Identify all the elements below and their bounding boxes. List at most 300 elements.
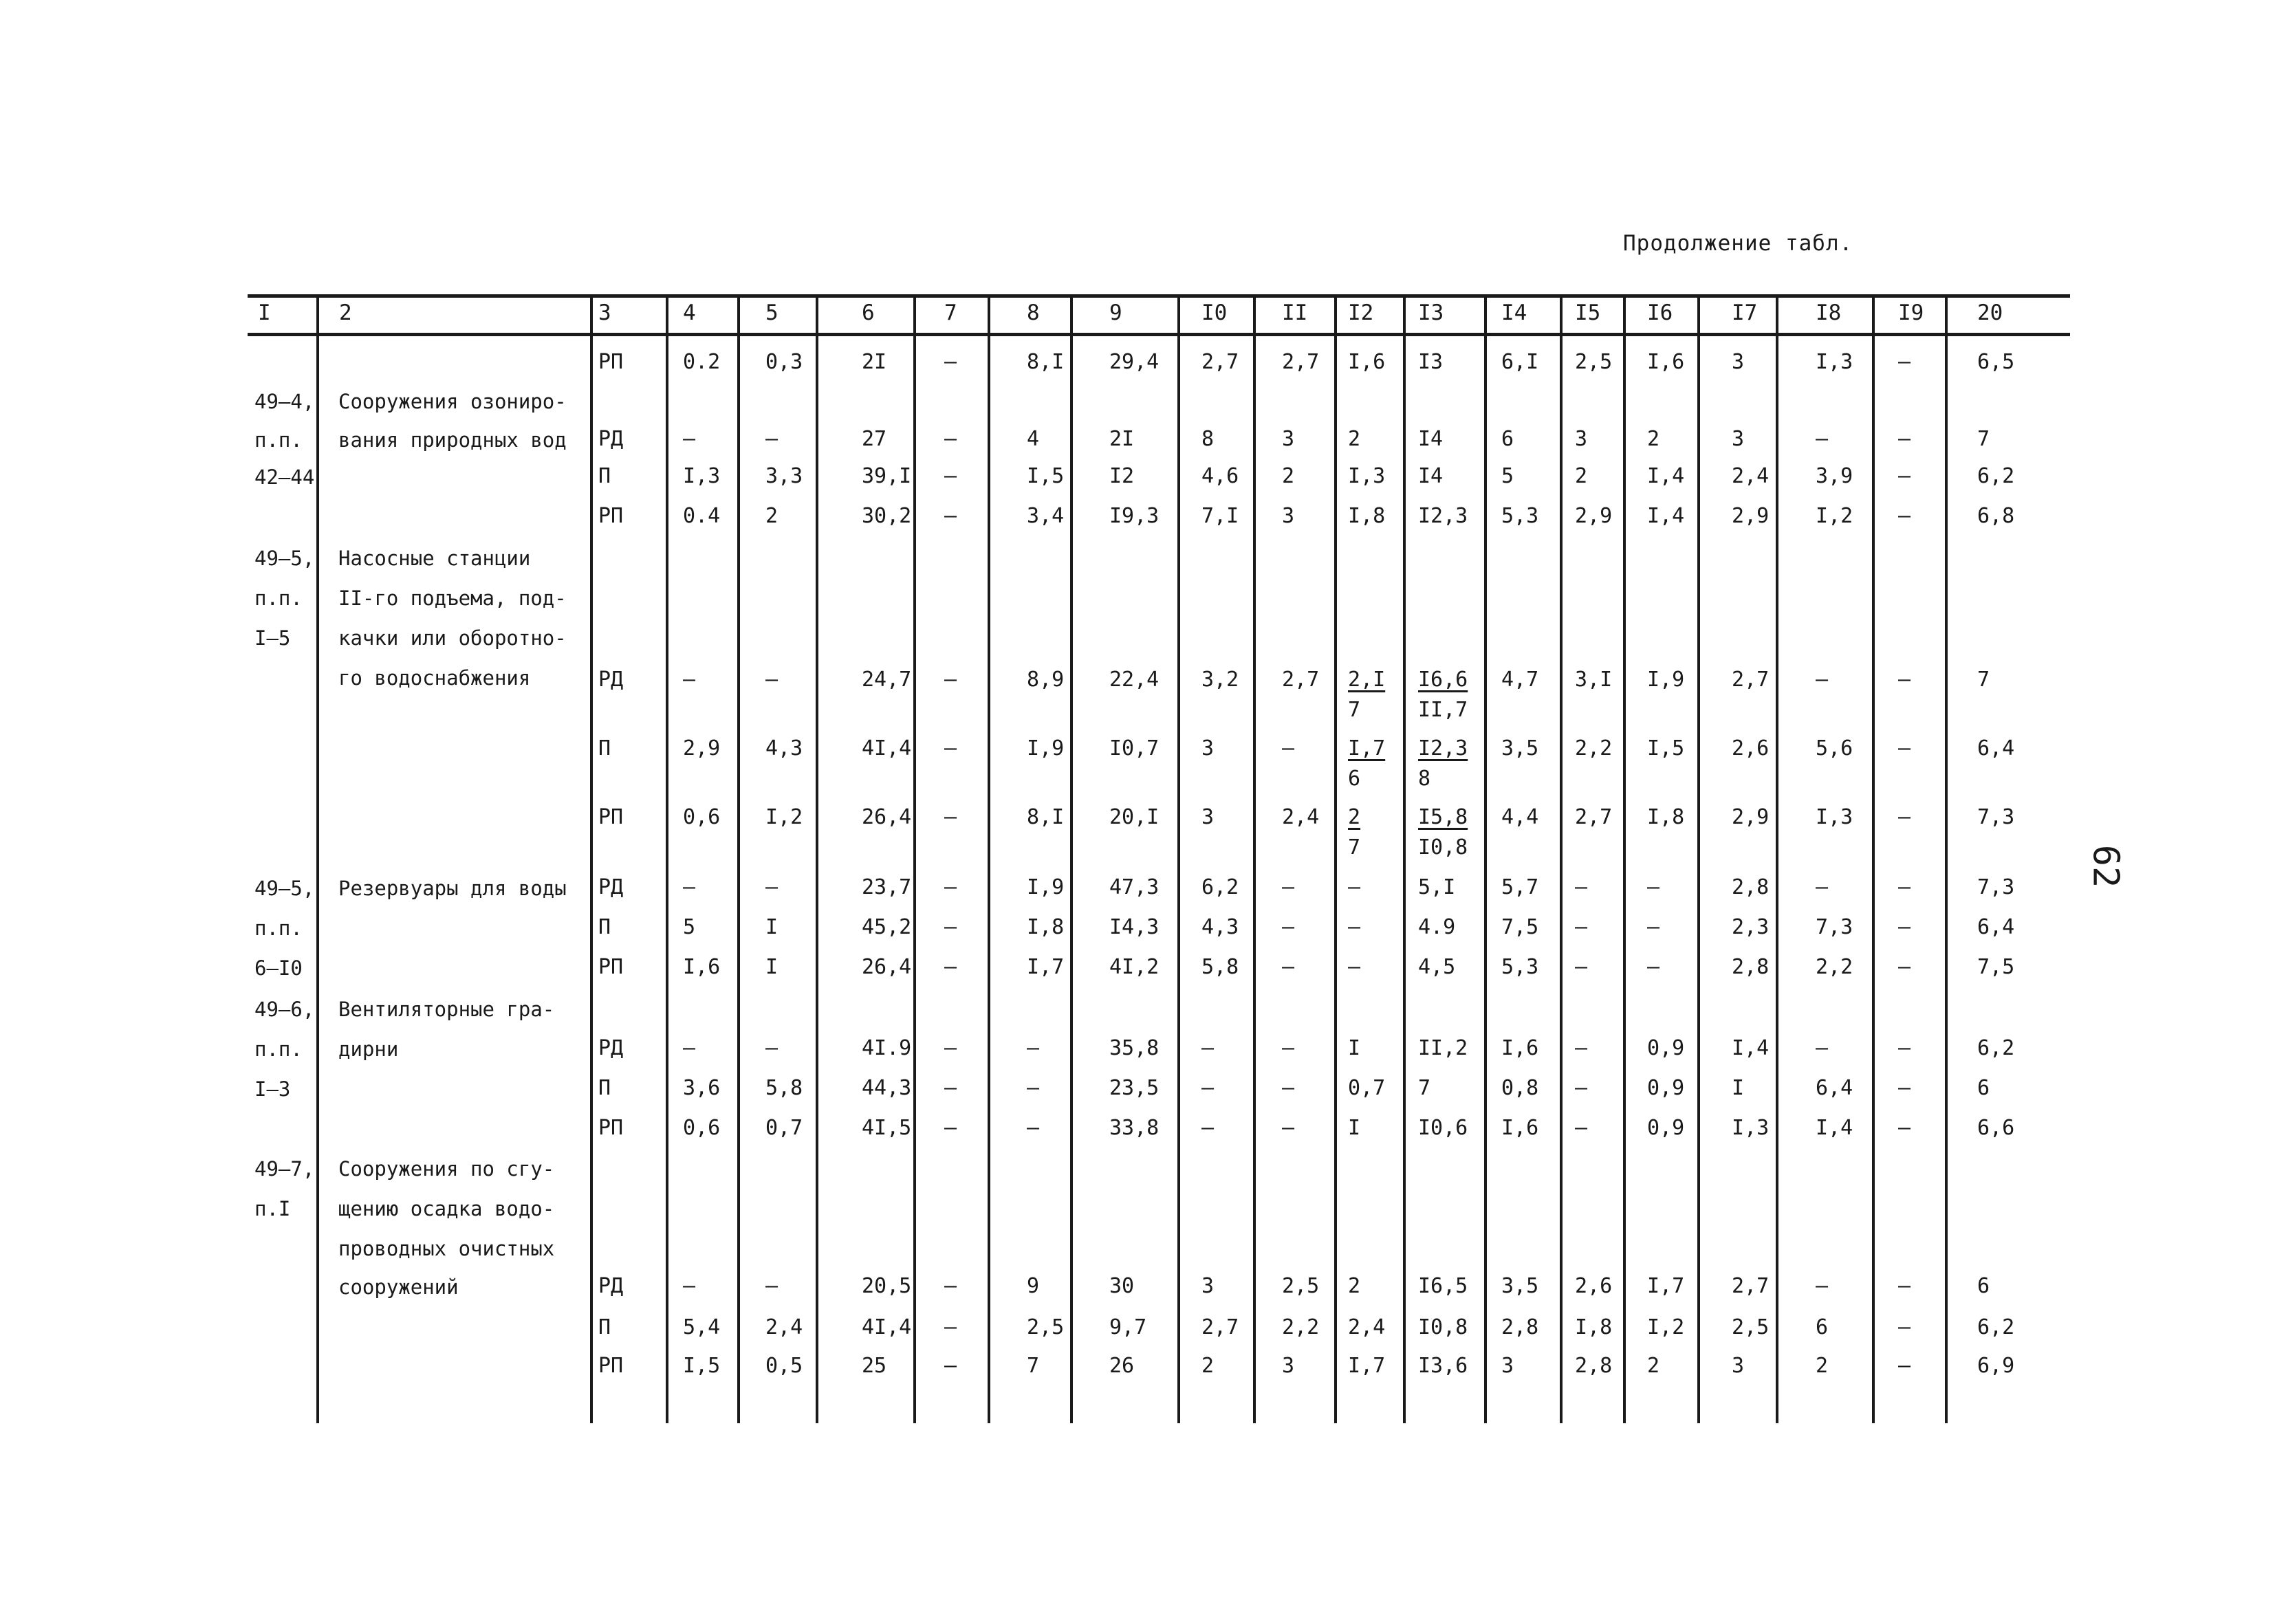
table-cell: – xyxy=(1282,955,1295,979)
table-cell: – xyxy=(1898,1315,1911,1339)
table-cell: 2,4 xyxy=(765,1315,803,1339)
table-cell: 27 xyxy=(862,427,887,451)
table-cell: 3 xyxy=(1201,805,1215,829)
column-header: 8 xyxy=(1027,300,1040,325)
table-cell: I,9 xyxy=(1027,736,1065,760)
table-cell: 4,7 xyxy=(1501,668,1539,692)
table-cell: 0,3 xyxy=(765,350,803,374)
column-header: 4 xyxy=(683,300,696,325)
table-cell: I,9 xyxy=(1027,875,1065,899)
table-cell: 3 xyxy=(1282,504,1295,528)
table-cell: 7,3 xyxy=(1816,915,1853,939)
table-cell: – xyxy=(944,1354,957,1378)
table-cell: 25 xyxy=(862,1354,887,1378)
table-cell: I,3 xyxy=(1348,464,1386,488)
row-type: РП xyxy=(598,805,624,829)
table-cell: I,4 xyxy=(1647,504,1685,528)
fraction-denominator: 7 xyxy=(1348,698,1361,722)
table-cell: – xyxy=(944,1036,957,1060)
table-cell: 6,4 xyxy=(1977,915,2015,939)
row-type: П xyxy=(598,1076,611,1100)
row-type: РД xyxy=(598,1274,624,1298)
table-cell: 5,3 xyxy=(1501,504,1539,528)
table-cell: – xyxy=(1027,1076,1040,1100)
table-cell: 4.9 xyxy=(1418,915,1456,939)
table-column-divider xyxy=(1070,294,1073,1423)
table-cell: – xyxy=(1898,427,1911,451)
table-cell: I,7 xyxy=(1647,1274,1685,1298)
table-cell: I0,7 xyxy=(1109,736,1160,760)
table-cell: 35,8 xyxy=(1109,1036,1160,1060)
fraction-denominator: 8 xyxy=(1418,767,1431,791)
table-cell: 33,8 xyxy=(1109,1116,1160,1140)
table-cell: I,5 xyxy=(1647,736,1685,760)
table-cell: 2,2 xyxy=(1816,955,1853,979)
table-cell: – xyxy=(1027,1036,1040,1060)
table-cell: 7 xyxy=(1027,1354,1040,1378)
table-cell: – xyxy=(1575,1036,1588,1060)
table-column-divider xyxy=(1776,294,1778,1423)
table-cell: – xyxy=(1348,875,1361,899)
table-cell: 5 xyxy=(683,915,696,939)
table-cell: – xyxy=(1201,1076,1215,1100)
table-cell: 30,2 xyxy=(862,504,912,528)
table-cell: 5,8 xyxy=(1201,955,1239,979)
table-cell: – xyxy=(1816,1036,1829,1060)
table-cell: 2,2 xyxy=(1575,736,1613,760)
table-cell: – xyxy=(683,427,696,451)
table-cell: 7 xyxy=(1977,427,1990,451)
table-cell: 2,9 xyxy=(1732,504,1770,528)
table-cell: 2,5 xyxy=(1732,1315,1770,1339)
table-cell: 3,3 xyxy=(765,464,803,488)
table-cell: 6,2 xyxy=(1201,875,1239,899)
table-cell: 3,5 xyxy=(1501,1274,1539,1298)
table-cell: 2 xyxy=(1816,1354,1829,1378)
fraction-numerator: 2,I xyxy=(1348,668,1386,692)
table-cell: – xyxy=(1575,875,1588,899)
row-type: РД xyxy=(598,1036,624,1060)
table-cell: – xyxy=(683,875,696,899)
table-cell: 3 xyxy=(1282,1354,1295,1378)
table-cell: 2,7 xyxy=(1732,668,1770,692)
table-cell: 5,7 xyxy=(1501,875,1539,899)
table-cell: – xyxy=(944,736,957,760)
table-cell-fraction xyxy=(1348,807,1360,858)
table-cell: – xyxy=(1282,1116,1295,1140)
row-reference: 49–4, xyxy=(254,390,315,413)
table-cell: 4I,5 xyxy=(862,1116,912,1140)
table-column-divider xyxy=(666,294,668,1423)
fraction-denominator: I0,8 xyxy=(1418,835,1468,859)
table-cell: 6,4 xyxy=(1816,1076,1853,1100)
column-header: 2 xyxy=(339,300,352,325)
table-cell: 6,I xyxy=(1501,350,1539,374)
table-top-rule xyxy=(248,294,2070,298)
table-cell: 23,7 xyxy=(862,875,912,899)
table-cell: 6 xyxy=(1501,427,1514,451)
table-cell: 8,9 xyxy=(1027,668,1065,692)
table-cell: 2,4 xyxy=(1282,805,1320,829)
fraction-numerator: I6,6 xyxy=(1418,668,1468,692)
table-cell: I6,5 xyxy=(1418,1274,1468,1298)
table-cell: 2,5 xyxy=(1282,1274,1320,1298)
table-cell: I,3 xyxy=(1816,805,1853,829)
table-cell: – xyxy=(1647,915,1660,939)
table-cell: – xyxy=(944,955,957,979)
table-cell: 3 xyxy=(1732,427,1745,451)
row-description: качки или оборотно- xyxy=(338,626,567,650)
table-cell: 7,3 xyxy=(1977,875,2015,899)
row-reference: п.п. xyxy=(254,917,303,940)
table-cell: 4I,4 xyxy=(862,736,912,760)
table-cell: I,6 xyxy=(1501,1036,1539,1060)
table-cell: – xyxy=(765,427,779,451)
row-reference: 6–I0 xyxy=(254,956,303,980)
table-cell: I,6 xyxy=(1501,1116,1539,1140)
table-column-divider xyxy=(737,294,740,1423)
table-cell-fraction xyxy=(1348,670,1385,721)
table-cell: – xyxy=(1201,1116,1215,1140)
column-header: I2 xyxy=(1348,300,1374,325)
table-cell: 2,9 xyxy=(1732,805,1770,829)
table-cell: – xyxy=(683,668,696,692)
table-cell: I,8 xyxy=(1575,1315,1613,1339)
table-cell: I,3 xyxy=(1732,1116,1770,1140)
column-header: I xyxy=(258,300,271,325)
table-cell: 7,5 xyxy=(1977,955,2015,979)
table-cell: 0,9 xyxy=(1647,1036,1685,1060)
table-cell: 7 xyxy=(1418,1076,1431,1100)
table-cell: – xyxy=(1575,1076,1588,1100)
table-cell: – xyxy=(1898,1354,1911,1378)
table-cell: I3 xyxy=(1418,350,1444,374)
table-cell: 3 xyxy=(1732,1354,1745,1378)
table-cell: – xyxy=(765,875,779,899)
table-cell: – xyxy=(1647,875,1660,899)
table-cell: – xyxy=(1898,668,1911,692)
table-cell: 6,8 xyxy=(1977,504,2015,528)
table-cell: 6,5 xyxy=(1977,350,2015,374)
table-cell: – xyxy=(944,668,957,692)
table-cell: I,7 xyxy=(1348,1354,1386,1378)
table-cell: 2,7 xyxy=(1282,350,1320,374)
table-cell: I,4 xyxy=(1647,464,1685,488)
row-type: РД xyxy=(598,668,624,692)
table-cell: I4 xyxy=(1418,464,1444,488)
table-cell: – xyxy=(944,915,957,939)
table-cell: – xyxy=(1898,915,1911,939)
table-cell: 2,6 xyxy=(1732,736,1770,760)
table-cell: 2,4 xyxy=(1348,1315,1386,1339)
table-cell: I,4 xyxy=(1732,1036,1770,1060)
table-cell: – xyxy=(1027,1116,1040,1140)
table-cell: I9,3 xyxy=(1109,504,1160,528)
table-cell: 44,3 xyxy=(862,1076,912,1100)
row-description: го водоснабжения xyxy=(338,666,531,690)
table-cell: 6,6 xyxy=(1977,1116,2015,1140)
table-cell: – xyxy=(1201,1036,1215,1060)
table-cell: – xyxy=(1282,915,1295,939)
table-cell: – xyxy=(1898,875,1911,899)
table-cell: 4I,2 xyxy=(1109,955,1160,979)
table-cell: – xyxy=(1282,1076,1295,1100)
table-column-divider xyxy=(316,294,319,1423)
table-cell: 7 xyxy=(1977,668,1990,692)
table-cell: 6,4 xyxy=(1977,736,2015,760)
table-cell: I,9 xyxy=(1647,668,1685,692)
table-cell: – xyxy=(765,1036,779,1060)
table-cell: – xyxy=(683,1036,696,1060)
fraction-numerator: 2 xyxy=(1348,805,1361,829)
table-cell: 4I.9 xyxy=(862,1036,912,1060)
table-cell: 5,4 xyxy=(683,1315,721,1339)
table-cell: 2,3 xyxy=(1732,915,1770,939)
table-cell: 8,I xyxy=(1027,350,1065,374)
table-cell: 39,I xyxy=(862,464,912,488)
table-cell: 6,2 xyxy=(1977,1036,2015,1060)
table-cell: – xyxy=(1816,668,1829,692)
table-cell: I,8 xyxy=(1647,805,1685,829)
table-cell: 2 xyxy=(1348,1274,1361,1298)
row-description: Вентиляторные гра- xyxy=(338,998,555,1021)
column-header: I0 xyxy=(1201,300,1228,325)
row-description: дирни xyxy=(338,1038,399,1061)
table-cell: 2 xyxy=(1348,427,1361,451)
table-cell: 20,5 xyxy=(862,1274,912,1298)
table-column-divider xyxy=(988,294,990,1423)
table-cell-fraction xyxy=(1418,738,1468,789)
table-cell: 0,6 xyxy=(683,805,721,829)
table-cell: – xyxy=(1898,805,1911,829)
table-cell: 4,6 xyxy=(1201,464,1239,488)
table-cell: 7,5 xyxy=(1501,915,1539,939)
table-column-divider xyxy=(1697,294,1700,1423)
table-cell: – xyxy=(765,1274,779,1298)
table-cell: 5,3 xyxy=(1501,955,1539,979)
row-type: РД xyxy=(598,427,624,451)
table-cell: 3 xyxy=(1732,350,1745,374)
table-cell: – xyxy=(944,1076,957,1100)
table-cell: I,6 xyxy=(1647,350,1685,374)
table-cell: – xyxy=(944,427,957,451)
row-reference: I–3 xyxy=(254,1077,291,1101)
table-cell: 26,4 xyxy=(862,805,912,829)
column-header: I4 xyxy=(1501,300,1527,325)
column-header: 9 xyxy=(1109,300,1122,325)
table-cell: I4 xyxy=(1418,427,1444,451)
table-cell: 30 xyxy=(1109,1274,1135,1298)
table-cell: 5,I xyxy=(1418,875,1456,899)
table-cell: 2,8 xyxy=(1732,875,1770,899)
table-cell: I0,8 xyxy=(1418,1315,1468,1339)
table-column-divider xyxy=(1403,294,1406,1423)
row-type: П xyxy=(598,915,611,939)
table-cell: – xyxy=(1898,1036,1911,1060)
table-cell: 45,2 xyxy=(862,915,912,939)
table-cell: 0.2 xyxy=(683,350,721,374)
fraction-denominator: 7 xyxy=(1348,835,1361,859)
fraction-denominator: II,7 xyxy=(1418,698,1468,722)
table-cell: – xyxy=(944,1315,957,1339)
table-cell: 3 xyxy=(1501,1354,1514,1378)
continued-label: Продолжение табл. xyxy=(1623,231,1853,256)
table-header-rule xyxy=(248,333,2070,336)
row-description: сооружений xyxy=(338,1275,459,1299)
table-cell: – xyxy=(944,1116,957,1140)
row-type: РП xyxy=(598,1116,624,1140)
column-header: 3 xyxy=(598,300,611,325)
table-cell: 5 xyxy=(1501,464,1514,488)
table-cell: – xyxy=(944,875,957,899)
table-cell: I2,3 xyxy=(1418,504,1468,528)
table-cell: 3 xyxy=(1575,427,1588,451)
table-cell: 0,7 xyxy=(765,1116,803,1140)
table-cell: 6,2 xyxy=(1977,464,2015,488)
table-cell: – xyxy=(1898,1274,1911,1298)
fraction-numerator: I5,8 xyxy=(1418,805,1468,829)
table-cell: I xyxy=(1348,1036,1361,1060)
table-cell: – xyxy=(1282,875,1295,899)
table-cell: – xyxy=(944,1274,957,1298)
table-cell: 5,6 xyxy=(1816,736,1853,760)
table-cell: 6 xyxy=(1977,1274,1990,1298)
table-cell: 26 xyxy=(1109,1354,1135,1378)
row-description: вания природных вод xyxy=(338,428,567,452)
table-column-divider xyxy=(590,294,593,1423)
table-cell: 2 xyxy=(1647,1354,1660,1378)
table-cell: 29,4 xyxy=(1109,350,1160,374)
table-cell: I,2 xyxy=(765,805,803,829)
table-cell: 2,5 xyxy=(1575,350,1613,374)
table-column-divider xyxy=(1945,294,1948,1423)
table-cell: 9 xyxy=(1027,1274,1040,1298)
table-cell: I xyxy=(1348,1116,1361,1140)
table-cell: 2 xyxy=(1201,1354,1215,1378)
row-type: РП xyxy=(598,504,624,528)
row-reference: 49–6, xyxy=(254,998,315,1021)
table-cell: 6,9 xyxy=(1977,1354,2015,1378)
table-cell: – xyxy=(1575,955,1588,979)
row-reference: п.п. xyxy=(254,1038,303,1061)
table-cell: 2,8 xyxy=(1732,955,1770,979)
table-cell: 2,6 xyxy=(1575,1274,1613,1298)
table-cell: 22,4 xyxy=(1109,668,1160,692)
row-type: РП xyxy=(598,350,624,374)
row-type: РД xyxy=(598,875,624,899)
row-reference: п.п. xyxy=(254,586,303,610)
table-cell: 7,I xyxy=(1201,504,1239,528)
table-cell: – xyxy=(1898,504,1911,528)
column-header: I6 xyxy=(1647,300,1673,325)
row-description: II-го подъема, под- xyxy=(338,586,567,610)
row-reference: п.I xyxy=(254,1197,291,1220)
column-header: 7 xyxy=(944,300,957,325)
table-cell: 2,7 xyxy=(1732,1274,1770,1298)
table-column-divider xyxy=(1484,294,1487,1423)
column-header: I8 xyxy=(1816,300,1842,325)
table-cell: 2,8 xyxy=(1501,1315,1539,1339)
table-column-divider xyxy=(1872,294,1875,1423)
table-cell: 5,8 xyxy=(765,1076,803,1100)
table-cell: – xyxy=(1898,350,1911,374)
table-cell-fraction xyxy=(1418,670,1468,721)
table-cell: – xyxy=(1647,955,1660,979)
table-cell: 2,7 xyxy=(1282,668,1320,692)
column-header: 6 xyxy=(862,300,875,325)
table-cell: 3 xyxy=(1282,427,1295,451)
fraction-denominator: 6 xyxy=(1348,767,1361,791)
row-description: Резервуары для воды xyxy=(338,877,567,900)
table-cell: 47,3 xyxy=(1109,875,1160,899)
table-cell: 0,8 xyxy=(1501,1076,1539,1100)
row-description: проводных очистных xyxy=(338,1237,555,1260)
table-cell-fraction xyxy=(1418,807,1468,858)
table-cell: I,2 xyxy=(1816,504,1853,528)
table-cell: 6 xyxy=(1977,1076,1990,1100)
table-cell: – xyxy=(1575,915,1588,939)
table-cell: I,5 xyxy=(1027,464,1065,488)
table-cell: 3,I xyxy=(1575,668,1613,692)
table-column-divider xyxy=(1623,294,1626,1423)
fraction-numerator: I,7 xyxy=(1348,736,1386,760)
table-cell: 3 xyxy=(1201,736,1215,760)
table-cell: 2 xyxy=(765,504,779,528)
table-cell: I,8 xyxy=(1348,504,1386,528)
table-cell: 6,2 xyxy=(1977,1315,2015,1339)
row-reference: 49–5, xyxy=(254,547,315,570)
table-cell: 3,4 xyxy=(1027,504,1065,528)
table-cell: 2I xyxy=(862,350,887,374)
table-cell: 20,I xyxy=(1109,805,1160,829)
column-header: 5 xyxy=(765,300,779,325)
table-cell: I,4 xyxy=(1816,1116,1853,1140)
table-cell: 4,5 xyxy=(1418,955,1456,979)
table-cell: – xyxy=(1816,1274,1829,1298)
table-column-divider xyxy=(913,294,916,1423)
table-cell: I4,3 xyxy=(1109,915,1160,939)
row-type: РП xyxy=(598,1354,624,1378)
table-column-divider xyxy=(1253,294,1256,1423)
table-cell: – xyxy=(1816,427,1829,451)
table-cell: 2,7 xyxy=(1201,1315,1239,1339)
row-description: щению осадка водо- xyxy=(338,1197,555,1220)
table-cell: I0,6 xyxy=(1418,1116,1468,1140)
table-cell: – xyxy=(1282,1036,1295,1060)
table-cell: 2,9 xyxy=(683,736,721,760)
row-reference: I–5 xyxy=(254,626,291,650)
table-cell: 0,9 xyxy=(1647,1116,1685,1140)
table-cell: – xyxy=(1898,1076,1911,1100)
table-cell: 23,5 xyxy=(1109,1076,1160,1100)
table-cell: – xyxy=(944,805,957,829)
table-cell: 8 xyxy=(1201,427,1215,451)
table-cell: I xyxy=(765,955,779,979)
row-reference: 42–44 xyxy=(254,465,315,489)
table-cell: I,7 xyxy=(1027,955,1065,979)
table-cell: 8,I xyxy=(1027,805,1065,829)
table-cell: – xyxy=(765,668,779,692)
table-column-divider xyxy=(816,294,818,1423)
table-cell: – xyxy=(1816,875,1829,899)
table-cell: I,3 xyxy=(683,464,721,488)
table-cell: 6 xyxy=(1816,1315,1829,1339)
table-cell: 3,5 xyxy=(1501,736,1539,760)
table-cell: 4,3 xyxy=(1201,915,1239,939)
table-cell: – xyxy=(1282,736,1295,760)
page-number: 62 xyxy=(2084,844,2126,888)
table-cell: – xyxy=(944,464,957,488)
